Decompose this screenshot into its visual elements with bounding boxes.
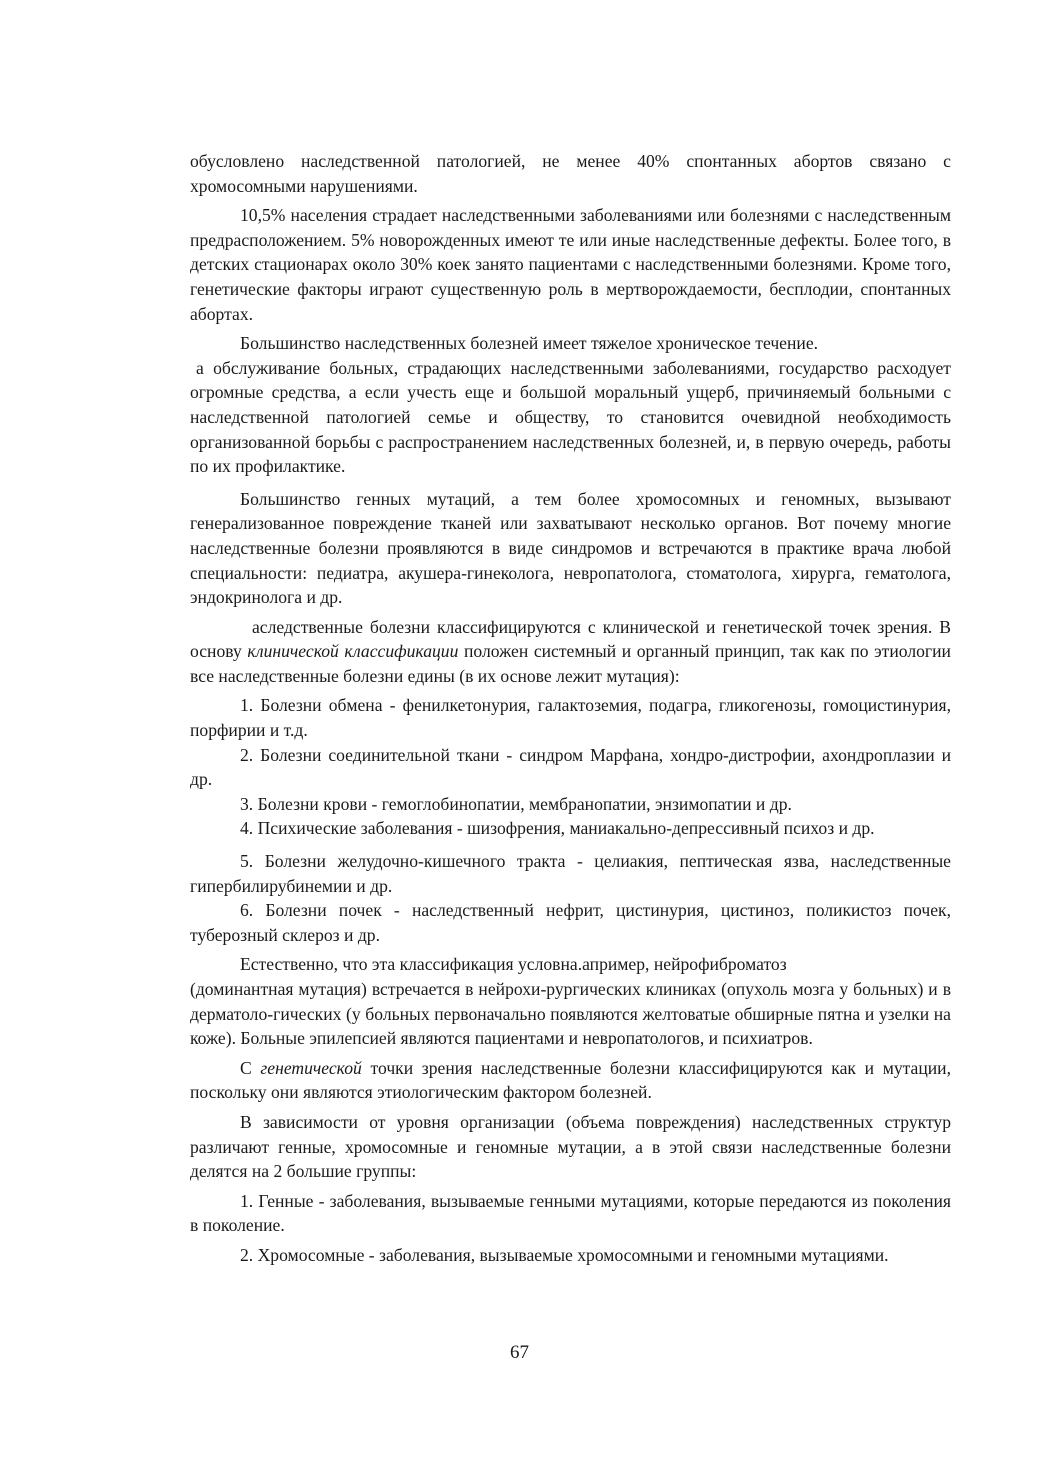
list-item-metabolic: 1. Болезни обмена - фенилкетонурия, галактоземия, подагра, гликогенозы, гомоцистинурия, порфирии и т.д. — [190, 695, 951, 741]
page-body — [190, 149, 951, 1268]
list-item-kidney: 6. Болезни почек - наследственный нефрит, цистинурия, цистиноз, поликистоз почек, туберозный склероз и др. — [190, 900, 951, 945]
genetic-text-pre: С — [240, 1057, 261, 1078]
paragraph-statistics: 10,5% населения страдает наследственными заболеваниями или болезнями с наследственным предрасположением. 5% новорожденных имеют те или иные наследственные дефекты. Более того, в детских стационарах около 30% коек занято пациентами с наследственными болезнями. Кроме того, генетические факторы играют существенную роль в мертворождаемости, бесплодии, спонтанных абортах. — [190, 205, 951, 324]
list-item-blood: 3. Болезни крови - гемоглобинопатии, мембранопатии, энзимопатии и др. — [240, 793, 792, 814]
list-item-chromosomal-diseases: 2. Хромосомные - заболевания, вызываемые хромосомными и геномными мутациями. — [240, 1244, 889, 1265]
paragraph-organization-levels: В зависимости от уровня организации (объема повреждения) наследственных структур различают генные, хромосомные и геномные мутации, а в этой связи наследственные болезни делятся на 2 большие группы: — [190, 1111, 951, 1182]
paragraph-state-expenses: а обслуживание больных, страдающих наследственными заболеваниями, государство расходует огромные средства, а если учесть еще и большой моральный ущерб, причиняемый больными с наследственной патологией семье и обществу, то становится очевидной необходимость организованной борьбы с распространением наследственных болезней, и, в первую очередь, работы по их профилактике. — [190, 357, 951, 477]
paragraph-genetic-view — [190, 1056, 951, 1105]
page-number: 67 — [510, 1342, 529, 1363]
paragraph-chronic-course: Большинство наследственных болезней имеет тяжелое хроническое течение. — [240, 333, 819, 354]
classification-text-pre: аследственные болезни классифицируются с клинической и генетической точек зрения. В основу — [190, 616, 951, 662]
classification-term-clinical: клинической классификации — [247, 641, 459, 662]
list-item-gastrointestinal: 5. Болезни желудочно-кишечного тракта - целиакия, пептическая язва, наследственные гипербилирубинемии и др. — [190, 851, 951, 896]
paragraph-conditional: Естественно, что эта классификация условна.апример, нейрофиброматоз — [240, 954, 787, 975]
list-item-gene-diseases: 1. Генные - заболевания, вызываемые генными мутациями, которые передаются из поколения в поколение. — [190, 1190, 951, 1236]
list-item-connective-tissue: 2. Болезни соединительной ткани - синдром Марфана, хондро-дистрофии, ахондроплазии и др. — [190, 744, 951, 790]
paragraph-gene-mutations: Большинство генных мутаций, а тем более хромосомных и геномных, вызывают генерализованное повреждение тканей или захватывают несколько органов. Вот почему многие наследственные болезни проявляются в виде синдромов и встречаются в практике врача любой специальности: педиатра, акушера-гинеколога, невропатолога, стоматолога, хирурга, гематолога, эндокринолога и др. — [190, 488, 951, 608]
list-item-psychiatric: 4. Психические заболевания - шизофрения, маниакально-депрессивный психоз и др. — [240, 818, 875, 839]
genetic-term: генетической — [260, 1057, 362, 1078]
paragraph-intro: обусловлено наследственной патологией, не менее 40% спонтанных абортов связано с хромосомными нарушениями. — [190, 151, 951, 196]
classification-text-post: положен системный и органный принцип, так как по этиологии все наследственные болезни едины (в их основе лежит мутация): — [190, 641, 951, 686]
genetic-text-post: точки зрения наследственные болезни классифицируются как и мутации, поскольку они являются этиологическим фактором болезней. — [190, 1057, 951, 1103]
paragraph-classification — [190, 615, 951, 689]
paragraph-neurofibromatosis: (доминантная мутация) встречается в нейрохи-рургических клиниках (опухоль мозга у больных) и в дерматоло-гических (у больных первоначально появляются желтоватые обширные пятна и узелки на коже). Больные эпилепсией являются пациентами и невропатологов, и психиатров. — [190, 979, 951, 1049]
